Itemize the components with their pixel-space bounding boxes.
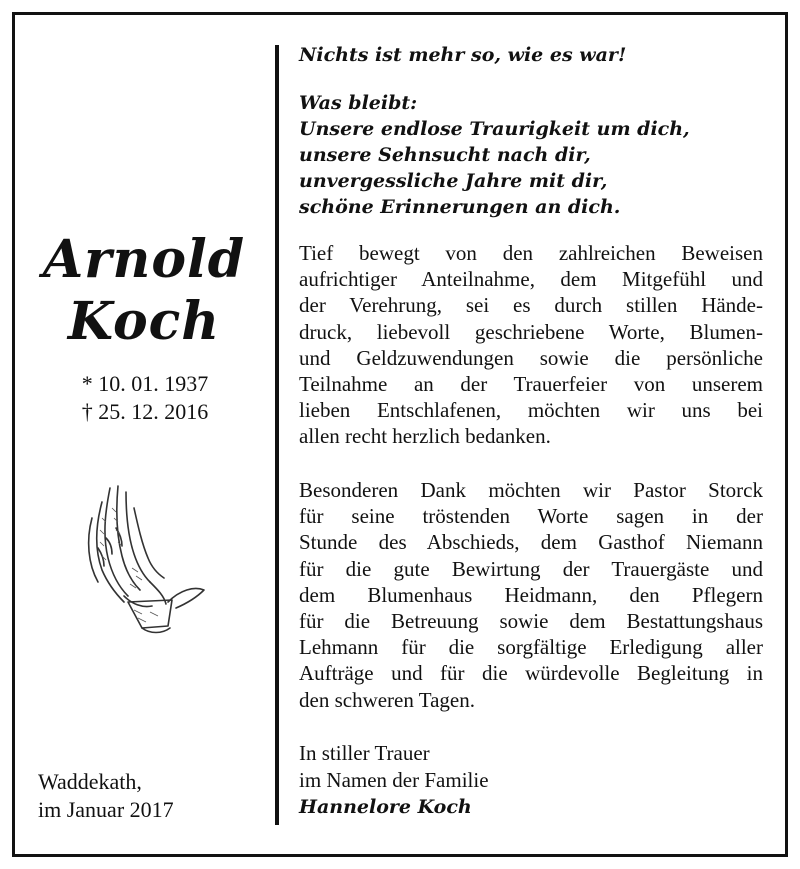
text-line: dem Blumenhaus Heidmann, den Pflegern <box>299 582 763 607</box>
text-line: Besonderen Dank möchten wir Pastor Storck <box>299 478 763 502</box>
text-line: den schweren Tagen. <box>299 687 475 712</box>
closing-line: In stiller Trauer <box>299 741 430 765</box>
text-line: aufrichtiger Anteilnahme, dem Mitgefühl und <box>299 267 763 292</box>
text-line: für die Betreuung sowie dem Bestattungshaus <box>299 609 763 634</box>
signer-name: Hannelore Koch <box>299 796 472 818</box>
place-date <box>38 768 258 824</box>
text-line: allen recht herzlich bedanken. <box>299 424 551 449</box>
text-line: Lehmann für die sorgfältige Erledigung aller <box>299 635 763 660</box>
praying-hands-icon <box>72 478 212 638</box>
death-date: † 25. 12. 2016 <box>81 399 209 424</box>
deceased-first-name: Arnold <box>42 229 246 290</box>
text-line: Teilnahme an der Trauerfeier von unserem <box>299 372 763 397</box>
text-line: für die gute Bewirtung der Trauergäste und <box>299 556 763 581</box>
motto-line: Was bleibt: <box>299 92 418 114</box>
column-divider <box>275 45 279 825</box>
text-line: lieben Entschlafenen, möchten wir uns bei <box>299 398 763 423</box>
motto-block <box>299 90 769 220</box>
text-line: der Verehrung, sei es durch stillen Hände- <box>299 293 763 318</box>
birth-date: * 10. 01. 1937 <box>81 371 209 396</box>
notice-month: im Januar 2017 <box>38 797 174 822</box>
text-line: Stunde des Abschieds, dem Gasthof Niemann <box>299 530 763 555</box>
motto-title: Nichts ist mehr so, wie es war! <box>299 44 627 66</box>
thanks-paragraph-1 <box>299 240 763 450</box>
text-line: druck, liebevoll geschriebene Worte, Blumen- <box>299 319 763 344</box>
text-line: Aufträge und für die würdevolle Begleitung in <box>299 661 763 686</box>
closing-block <box>299 740 769 821</box>
closing-line: im Namen der Familie <box>299 768 489 792</box>
motto-line: schöne Erinnerungen an dich. <box>299 196 621 218</box>
deceased-last-name: Koch <box>67 291 221 352</box>
motto-line: unvergessliche Jahre mit dir, <box>299 170 608 192</box>
text-line: und Geldzuwendungen sowie die persönliche <box>299 345 763 370</box>
thanks-paragraph-2 <box>299 477 763 713</box>
place-name: Waddekath, <box>38 769 142 794</box>
motto-line: unsere Sehnsucht nach dir, <box>299 144 591 166</box>
motto-line: Unsere endlose Traurigkeit um dich, <box>299 118 690 140</box>
text-line: für seine tröstenden Worte sagen in der <box>299 504 763 529</box>
text-line: Tief bewegt von den zahlreichen Beweisen <box>299 241 763 265</box>
